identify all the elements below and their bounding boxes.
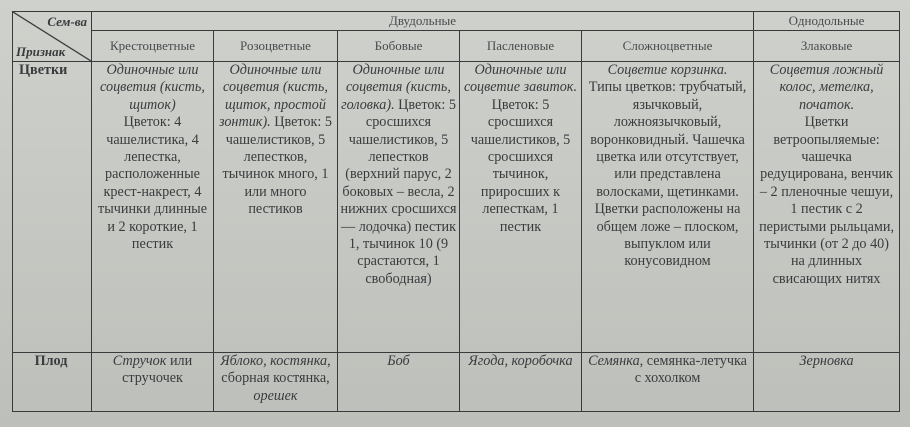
table-cell <box>214 353 338 412</box>
cell-italic-text: Одиночные или соцветие завиток. <box>464 62 577 96</box>
cell-text: , семянка-летучка с хохолком <box>634 353 747 387</box>
cell-italic-text: Одиночные или соцветия (кисть, щиток) <box>100 62 205 113</box>
cell-italic-text: Одиночные или соцветия (кисть, щиток, простой зонтик). <box>218 62 328 131</box>
table-cell <box>460 353 582 412</box>
family-header: Крестоцветные <box>92 31 214 62</box>
family-header: Розоцветные <box>214 31 338 62</box>
table-cell <box>582 62 754 353</box>
cell-italic-text: Одиночные или соцветия (кисть, головка). <box>341 62 451 113</box>
cell-text: Цветок: 5 сросшихся чашелистиков, 5 сросшихся тычинок, приросших к лепесткам, 1 пестик <box>470 96 571 235</box>
cell-text: Цветки ветроопыляемые: чашечка редуцирована, венчик – 2 пленочные чешуи, 1 пестик с 2 перистыми рыльцами, тычинки (от 2 до 40) на длинных свисающих нитях <box>759 114 894 287</box>
group-header-row <box>13 12 900 31</box>
table-cell <box>92 353 214 412</box>
table-row-flowers <box>13 62 900 353</box>
family-axis-label: Сем-ва <box>47 14 87 29</box>
group-dicots: Двудольные <box>92 12 754 31</box>
trait-axis-label: Признак <box>16 43 66 59</box>
family-header: Бобовые <box>338 31 460 62</box>
table-cell <box>214 62 338 353</box>
row-label: Цветки <box>13 62 92 353</box>
cell-italic-text: орешек <box>253 387 298 404</box>
table-cell <box>754 353 900 412</box>
cell-text: Цветок: 5 сросшихся чашелистиков, 5 лепестков (верхний парус, 2 боковых – весла, 2 нижних сросшихся — лодочка) пестик 1, тычинок 10 (9 срастаются, 1 свободная) <box>340 96 457 287</box>
plant-families-table <box>12 11 900 412</box>
family-header: Сложноцветные <box>582 31 754 62</box>
table-row-fruit <box>13 353 900 412</box>
cell-italic-text: Семянка <box>588 353 640 369</box>
cell-text: Цветок: 4 чашелистика, 4 лепестка, расположенные крест-накрест, 4 тычинки длинные и 2 короткие, 1 пестик <box>98 114 207 253</box>
cell-text: , сборная костянка, <box>221 353 331 387</box>
group-monocots: Однодольные <box>754 12 900 31</box>
cell-italic-text: Яблоко, костянка <box>220 353 328 369</box>
table-cell <box>338 62 460 353</box>
cell-italic-text: Зерновка <box>799 353 854 369</box>
cell-italic-text: Соцветия ложный колос, метелка, початок. <box>769 62 884 113</box>
family-header: Злаковые <box>754 31 900 62</box>
cell-text: Типы цветков: трубчатый, язычковый, ложноязычковый, воронковидный. Чашечка цветка или отсутствует, или представлена волосками, щетинками. Цветки расположены на общем ложе – плоском, выпуклом или конусовидном <box>588 79 747 270</box>
table-cell <box>582 353 754 412</box>
row-label: Плод <box>13 353 92 412</box>
corner-header <box>13 12 92 62</box>
cell-italic-text: Боб <box>387 353 410 369</box>
table-cell <box>754 62 900 353</box>
table-cell <box>92 62 214 353</box>
family-header-row <box>13 31 900 62</box>
table-cell <box>338 353 460 412</box>
cell-italic-text: Стручок <box>112 353 167 369</box>
cell-italic-text: Ягода, коробочка <box>468 353 573 369</box>
cell-text: Цветок: 5 чашелистиков, 5 лепестков, тычинок много, 1 или много пестиков <box>222 114 333 218</box>
table-cell <box>460 62 582 353</box>
cell-text: или стручочек <box>122 353 193 387</box>
family-header: Пасленовые <box>460 31 582 62</box>
cell-italic-text: Соцветие корзинка. <box>607 62 728 78</box>
